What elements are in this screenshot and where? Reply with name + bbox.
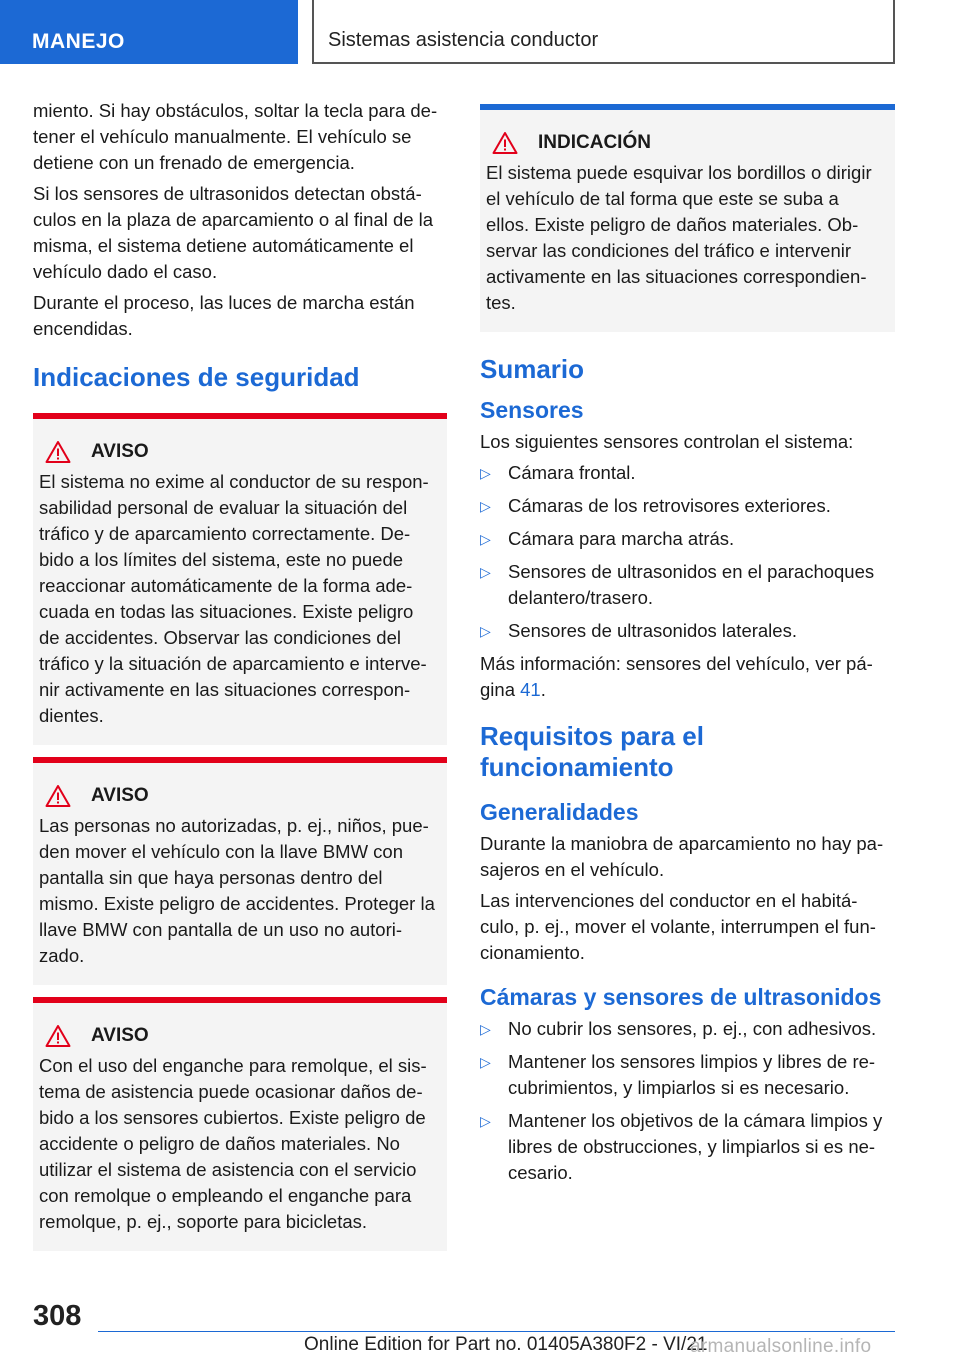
requirements-heading: Requisitos para el funcionamiento bbox=[480, 721, 704, 782]
list-item bbox=[480, 493, 895, 519]
list-item bbox=[480, 1049, 895, 1101]
warning-box-2 bbox=[33, 757, 447, 985]
warning-label: AVISO bbox=[91, 441, 149, 462]
warning-label: AVISO bbox=[91, 785, 149, 806]
warning-box-3 bbox=[33, 997, 447, 1251]
bullet-arrow-icon: ▷ bbox=[480, 531, 491, 547]
more-info bbox=[480, 651, 895, 703]
warning-title bbox=[39, 1023, 439, 1049]
sensors-intro: Los siguientes sensores controlan el sistema: bbox=[480, 431, 854, 452]
cameras-heading: Cámaras y sensores de ultrasonidos bbox=[480, 984, 882, 1010]
bullet-arrow-icon: ▷ bbox=[480, 1113, 491, 1129]
warning-title bbox=[39, 439, 439, 465]
summary-heading: Sumario bbox=[480, 354, 585, 384]
list-item-text: Sensores de ultrasonidos laterales. bbox=[508, 620, 797, 641]
list-item bbox=[480, 559, 895, 611]
sensors-list bbox=[480, 460, 895, 644]
left-column bbox=[33, 98, 447, 1263]
list-item bbox=[480, 460, 895, 486]
list-item bbox=[480, 1108, 895, 1186]
notice-text: El sistema puede esquivar los bordillos o dirigir el vehículo de tal forma que este se suba a ellos. Existe peligro de daños materiales. Ob-servar las condiciones del tráfico e intervenir activamente en las situaciones correspondien-tes. bbox=[486, 162, 872, 313]
footer-divider bbox=[98, 1331, 895, 1332]
section-tab: MANEJO bbox=[0, 0, 298, 64]
warning-triangle-icon bbox=[45, 784, 71, 808]
page-number: 308 bbox=[33, 1300, 82, 1332]
footer-edition: Online Edition for Part no. 01405A380F2 - VI/21 bbox=[304, 1334, 708, 1355]
bullet-arrow-icon: ▷ bbox=[480, 1021, 491, 1037]
intro-paragraph-2: Si los sensores de ultrasonidos detectan obstá-culos en la plaza de aparcamiento o al final de la misma, el sistema detiene automáticamente el vehículo dado el caso. bbox=[33, 183, 434, 282]
general-heading: Generalidades bbox=[480, 799, 639, 825]
notice-triangle-icon bbox=[492, 131, 518, 155]
list-item bbox=[480, 618, 895, 644]
notice-label: INDICACIÓN bbox=[538, 132, 651, 153]
intro-paragraph-1: miento. Si hay obstáculos, soltar la tecla para de-tener el vehículo manualmente. El vehículo se detiene con un frenado de emergencia. bbox=[33, 100, 438, 173]
list-item-text: No cubrir los sensores, p. ej., con adhesivos. bbox=[508, 1018, 877, 1039]
bullet-arrow-icon: ▷ bbox=[480, 564, 491, 580]
list-item bbox=[480, 526, 895, 552]
list-item-text: Mantener los objetivos de la cámara limpios y libres de obstrucciones, y limpiarlos si es ne-cesario. bbox=[508, 1110, 883, 1183]
cameras-list bbox=[480, 1016, 895, 1186]
right-column bbox=[480, 104, 895, 1193]
bullet-arrow-icon: ▷ bbox=[480, 623, 491, 639]
watermark: armanualsonline.info bbox=[690, 1336, 872, 1357]
warning-box-1 bbox=[33, 413, 447, 745]
list-item-text: Mantener los sensores limpios y libres de re-cubrimientos, y limpiarlos si es necesario. bbox=[508, 1051, 876, 1098]
list-item bbox=[480, 1016, 895, 1042]
general-paragraph-1: Durante la maniobra de aparcamiento no hay pa-sajeros en el vehículo. bbox=[480, 833, 884, 880]
warning-text: El sistema no exime al conductor de su respon-sabilidad personal de evaluar la situación del tráfico y de aparcamiento correctamente. De-bido a los límites del sistema, este no puede reaccionar automáticamente de la forma ade-cuada en todas las situaciones. Existe peligro de accidentes. Observar las condiciones del tráfico y la situación de aparcamiento e interve-nir activamente en las situaciones correspon-dientes. bbox=[39, 471, 429, 726]
intro-paragraph-3: Durante el proceso, las luces de marcha están encendidas. bbox=[33, 292, 415, 339]
more-info-text: Más información: sensores del vehículo, ver pá-gina bbox=[480, 653, 873, 700]
warning-triangle-icon bbox=[45, 440, 71, 464]
notice-box bbox=[480, 104, 895, 332]
sensors-heading: Sensores bbox=[480, 397, 584, 423]
warning-label: AVISO bbox=[91, 1025, 149, 1046]
list-item-text: Cámara para marcha atrás. bbox=[508, 528, 735, 549]
general-paragraph-2: Las intervenciones del conductor en el habitá-culo, p. ej., mover el volante, interrumpen el fun-cionamiento. bbox=[480, 890, 876, 963]
warning-text: Las personas no autorizadas, p. ej., niños, pue-den mover el vehículo con la llave BMW con pantalla sin que haya personas dentro del mismo. Existe peligro de accidentes. Proteger la llave BMW con pantalla de un uso no autori-zado. bbox=[39, 815, 435, 966]
list-item-text: Cámara frontal. bbox=[508, 462, 636, 483]
notice-title bbox=[486, 130, 887, 156]
warning-title bbox=[39, 783, 439, 809]
page-reference-link[interactable]: 41 bbox=[520, 679, 541, 700]
list-item-text: Cámaras de los retrovisores exteriores. bbox=[508, 495, 831, 516]
bullet-arrow-icon: ▷ bbox=[480, 465, 491, 481]
more-info-end: . bbox=[540, 679, 546, 700]
bullet-arrow-icon: ▷ bbox=[480, 1054, 491, 1070]
list-item-text: Sensores de ultrasonidos en el parachoques delantero/trasero. bbox=[508, 561, 875, 608]
chapter-title: Sistemas asistencia conductor bbox=[312, 0, 895, 64]
bullet-arrow-icon: ▷ bbox=[480, 498, 491, 514]
warning-triangle-icon bbox=[45, 1024, 71, 1048]
warning-text: Con el uso del enganche para remolque, el sis-tema de asistencia puede ocasionar daños de-bido a los sensores cubiertos. Existe peligro de accidente o peligro de daños materiales. No utilizar el sistema de asistencia con el servicio con remolque o empleando el enganche para remolque, p. ej., soporte para bicicletas. bbox=[39, 1055, 427, 1232]
safety-heading: Indicaciones de seguridad bbox=[33, 362, 360, 392]
